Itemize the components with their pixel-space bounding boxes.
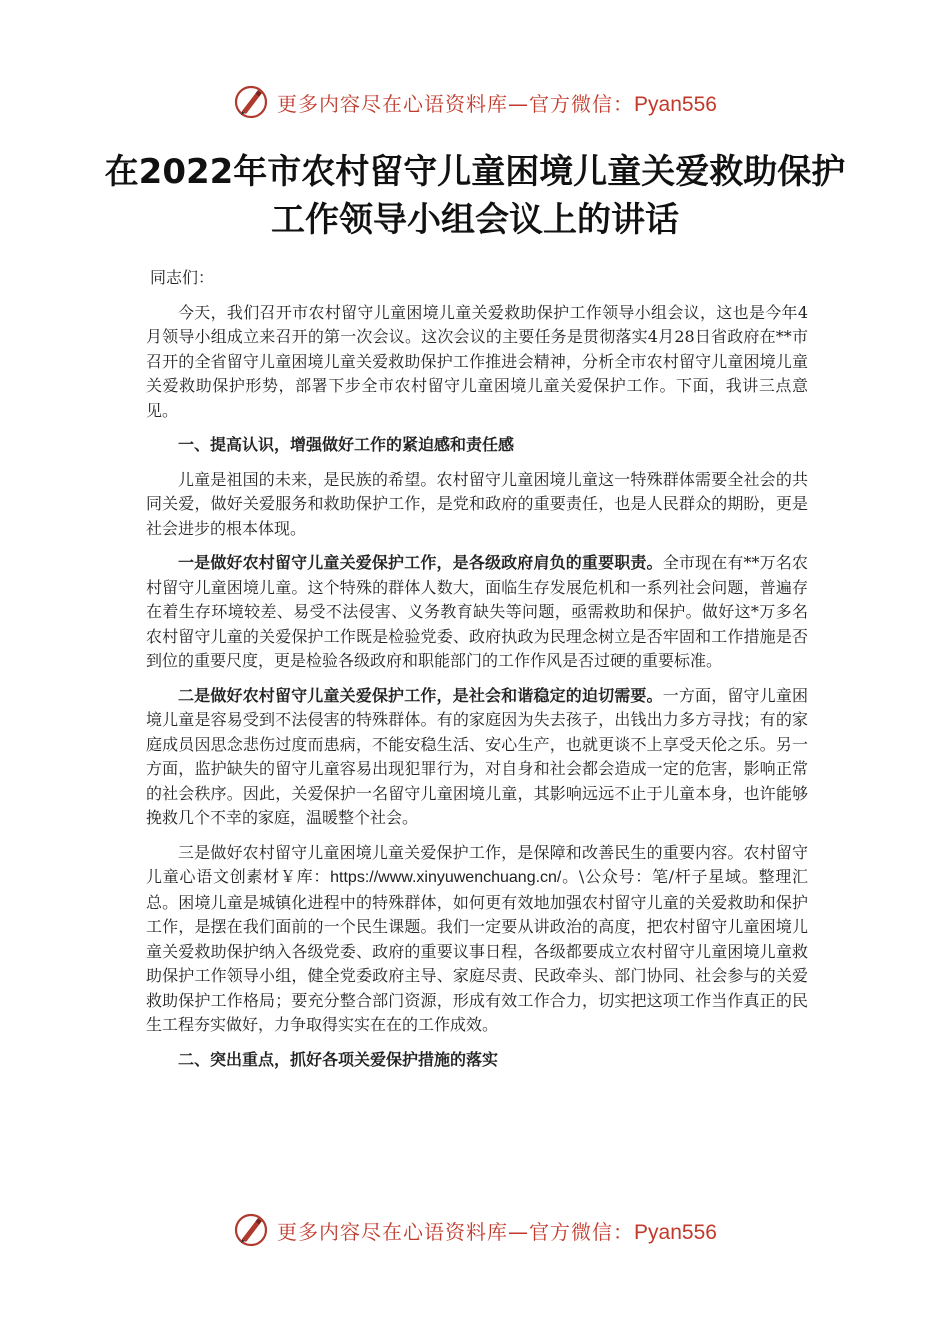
paragraph-2: 儿童是祖国的未来，是民族的希望。农村留守儿童困境儿童这一特殊群体需要全社会的共同关爱，做好关爱服务和救助保护工作，是党和政府的重要责任，也是人民群众的期盼，更是社会进步的根本体现。 [146,469,808,538]
paragraph-3 [146,551,808,674]
document-title: 在2022年市农村留守儿童困境儿童关爱救助保护工作领导小组会议上的讲话 [104,152,846,240]
wechat-id: Pyan556 [634,92,717,116]
source-url-link[interactable]: https://www.xinyuwenchuang.cn/ [330,869,562,886]
wechat-id: Pyan556 [634,1220,717,1244]
footer-banner [0,1210,950,1250]
paragraph-4-body: 一方面，留守儿童困境儿童是容易受到不法侵害的特殊群体。有的家庭因为失去孩子，出钱出力多方寻找；有的家庭成员因思念悲伤过度而患病，不能安稳生活、安心生产，也就更谈不上享受天伦之乐。另一方面，监护缺失的留守儿童容易出现犯罪行为，对自身和社会都会造成一定的危害，影响正常的社会秩序。因此，关爱保护一名留守儿童困境儿童，其影响远远不止于儿童本身，也许能够挽救几个不幸的家庭，温暖整个社会。 [146,685,808,827]
paragraph-5 [146,841,808,1038]
paragraph-3-lead: 一是做好农村留守儿童关爱保护工作，是各级政府肩负的重要职责。 [178,553,663,572]
header-banner [0,82,950,122]
section-heading-1: 一、提高认识，增强做好工作的紧迫感和责任感 [178,435,515,454]
paragraph-5-part-b: 。\公众号：笔/杆子星域。整理汇总。困境儿童是城镇化进程中的特殊群体，如何更有效地加强农村留守儿童的关爱救助和保护工作，是摆在我们面前的一个民生课题。我们一定要从讲政治的高度，把农村留守儿童困境儿童关爱救助保护纳入各级党委、政府的重要议事日程，各级都要成立农村留守儿童困境儿童救助保护工作领导小组，健全党委政府主导、家庭尽责、民政牵头、部门协同、社会参与的关爱救助保护工作格局；要充分整合部门资源，形成有效工作合力，切实把这项工作当作真正的民生工程夯实做好，力争取得实实在在的工作成效。 [146,867,808,1034]
salutation: 同志们： [150,268,215,287]
pen-logo-icon [233,1212,269,1248]
paragraph-3-body: 全市现在有**万名农村留守儿童困境儿童。这个特殊的群体人数大，面临生存发展危机和一系列社会问题，普遍存在着生存环境较差、易受不法侵害、义务教育缺失等问题，亟需救助和保护。做好这*万多名农村留守儿童的关爱保护工作既是检验党委、政府执政为民理念树立是否牢固和工作措施是否到位的重要尺度，更是检验各级政府和职能部门的工作作风是否过硬的重要标准。 [146,553,808,670]
section-heading-2: 二、突出重点，抓好各项关爱保护措施的落实 [178,1049,499,1069]
banner-text: 更多内容尽在心语资料库—官方微信：Pyan556 [277,91,717,116]
banner-text: 更多内容尽在心语资料库—官方微信：Pyan556 [277,1219,717,1244]
pen-logo-icon [233,84,269,120]
paragraph-intro: 今天，我们召开市农村留守儿童困境儿童关爱救助保护工作领导小组会议，这也是今年4月领导小组成立来召开的第一次会议。这次会议的主要任务是贯彻落实4月28日省政府在**市召开的全省留守儿童困境儿童关爱救助保护工作推进会精神，分析全市农村留守儿童困境儿童关爱救助保护形势，部署下步全市农村留守儿童困境儿童关爱保护工作。下面，我讲三点意见。 [146,302,808,420]
document-body [146,266,808,1082]
paragraph-4-lead: 二是做好农村留守儿童关爱保护工作，是社会和谐稳定的迫切需要。 [178,685,663,705]
paragraph-4 [146,684,808,831]
paragraph-5-part-a: 三是做好农村留守儿童困境儿童关爱保护工作，是保障和改善民生的重要内容。农村留守儿童心语文创素材￥库： [146,842,808,886]
